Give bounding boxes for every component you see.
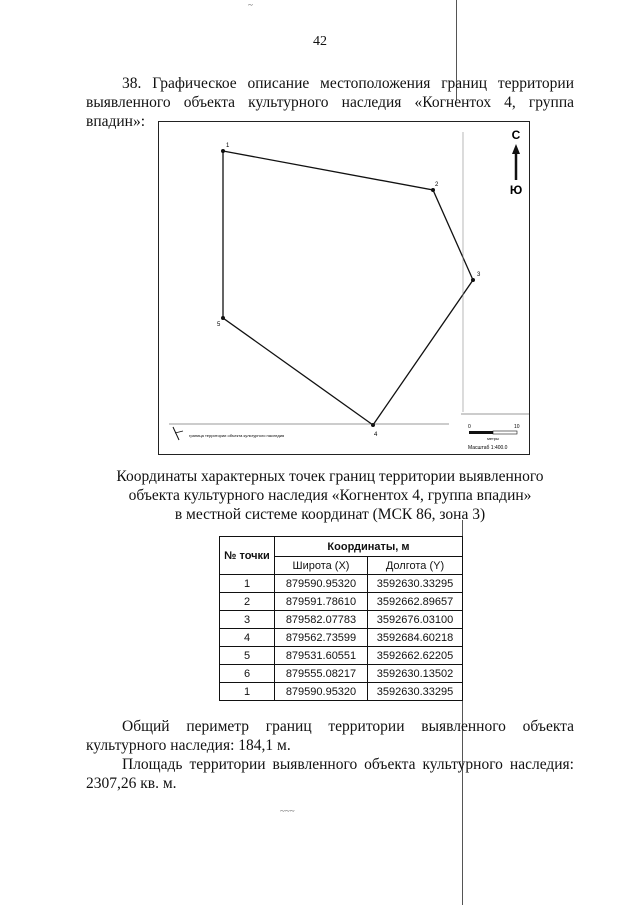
cell-latitude: 879590.95320	[275, 683, 368, 701]
north-label: С	[511, 128, 521, 142]
scale-ten: 10	[514, 424, 520, 430]
heading-number: 38.	[122, 75, 142, 92]
table-row	[220, 575, 463, 593]
cell-longitude: 3592662.62205	[368, 647, 463, 665]
table-row	[220, 647, 463, 665]
caption-line: объекта культурного наследия «Когнентох 4, группа впадин»	[128, 487, 532, 504]
table-row	[220, 593, 463, 611]
header-point-number: № точки	[220, 537, 275, 575]
legend-symbol-icon	[173, 427, 183, 440]
scale-text: Масштаб 1:400.0	[468, 445, 508, 451]
cell-longitude: 3592630.33295	[368, 575, 463, 593]
legend-text: граница территории объекта культурного наследия	[189, 433, 285, 438]
boundary-map	[158, 121, 530, 455]
table-row	[220, 611, 463, 629]
cell-point: 1	[220, 575, 275, 593]
perimeter-value: культурного наследия: 184,1 м.	[86, 737, 291, 754]
boundary-vertex	[431, 188, 435, 192]
table-header-row	[220, 537, 463, 557]
area-text: Площадь территории выявленного объекта культурного наследия:	[122, 756, 574, 773]
caption-line: в местной системе координат (МСК 86, зона 3)	[174, 506, 486, 523]
point-label: 1	[226, 143, 230, 149]
cell-latitude: 879562.73599	[275, 629, 368, 647]
cell-latitude: 879555.08217	[275, 665, 368, 683]
boundary-polygon	[223, 151, 473, 425]
cell-longitude: 3592684.60218	[368, 629, 463, 647]
boundary-vertex	[221, 316, 225, 320]
table-row	[220, 683, 463, 701]
cell-latitude: 879531.60551	[275, 647, 368, 665]
point-label: 2	[435, 182, 439, 188]
boundary-vertex	[471, 278, 475, 282]
cell-longitude: 3592662.89657	[368, 593, 463, 611]
scale-unit: метры	[487, 436, 499, 441]
perimeter-text: Общий периметр границ территории выявленного объекта	[122, 718, 574, 735]
header-longitude: Долгота (Y)	[368, 557, 463, 575]
point-label: 5	[217, 322, 221, 328]
cell-latitude: 879582.07783	[275, 611, 368, 629]
cell-point: 5	[220, 647, 275, 665]
scan-mark: ~	[248, 0, 253, 10]
area-value: 2307,26 кв. м.	[86, 775, 177, 792]
summary-block	[86, 717, 574, 793]
boundary-vertex	[221, 149, 225, 153]
header-coordinates: Координаты, м	[275, 537, 463, 557]
cell-longitude: 3592676.03100	[368, 611, 463, 629]
cell-point: 1	[220, 683, 275, 701]
header-latitude: Широта (X)	[275, 557, 368, 575]
scan-mark: ~~~	[280, 806, 295, 816]
cell-point: 3	[220, 611, 275, 629]
cell-point: 2	[220, 593, 275, 611]
table-row	[220, 665, 463, 683]
point-label: 4	[374, 432, 378, 438]
page-number: 42	[313, 34, 327, 49]
boundary-vertex	[371, 423, 375, 427]
table-caption	[86, 467, 574, 524]
perimeter-line	[86, 717, 574, 736]
cell-point: 6	[220, 665, 275, 683]
cell-point: 4	[220, 629, 275, 647]
point-label: 3	[477, 272, 481, 278]
south-label: Ю	[509, 183, 523, 197]
area-line	[86, 755, 574, 774]
scale-zero: 0	[468, 424, 471, 430]
cell-latitude: 879591.78610	[275, 593, 368, 611]
caption-line: Координаты характерных точек границ территории выявленного	[116, 468, 544, 485]
cell-longitude: 3592630.33295	[368, 683, 463, 701]
map-drawing	[159, 122, 529, 454]
north-arrow-icon	[512, 144, 520, 180]
scale-bar	[469, 431, 517, 434]
cell-longitude: 3592630.13502	[368, 665, 463, 683]
table-row	[220, 629, 463, 647]
cell-latitude: 879590.95320	[275, 575, 368, 593]
coordinates-table	[219, 536, 463, 701]
heading-text: Графическое описание местоположения границ территории выявленного объекта культурного наследия «Когнентох 4, группа впадин»:	[86, 75, 574, 130]
